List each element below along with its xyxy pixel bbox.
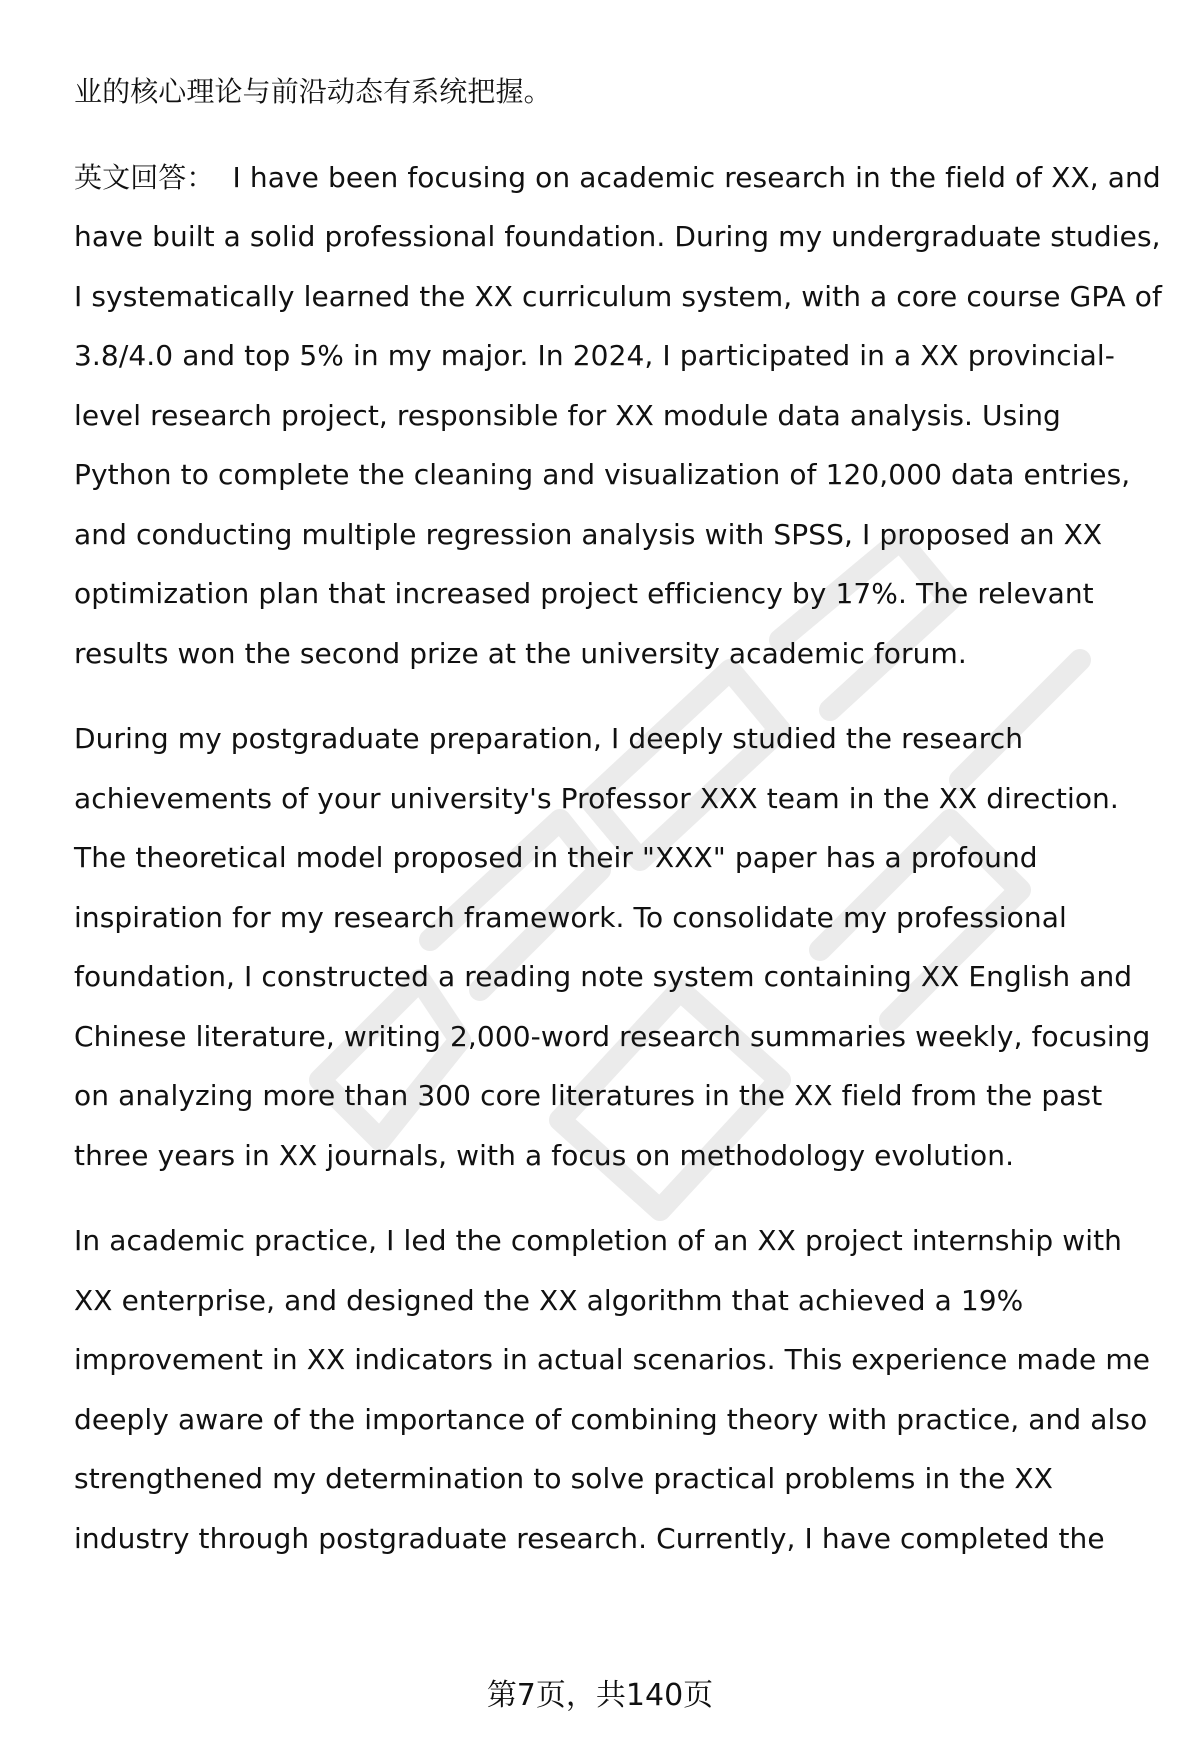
page-footer: 第7页，共140页 <box>486 1678 714 1713</box>
paragraph-1-text: I have been focusing on academic research in the field of XX, and have built a solid professional foundation. During my undergraduate studies, I systematically learned the XX curriculum system, with a core course GPA of 3.8/4.0 and top 5% in my major. In 2024, I participated in a XX provincial-level research project, responsible for XX module data analysis. Using Python to complete the cleaning and visualization of 120,000 data entries, and conducting multiple regression analysis with SPSS, I proposed an XX optimization plan that increased project efficiency by 17%. The relevant results won the second prize at the university academic forum. <box>74 160 1162 670</box>
answer-paragraph-2: During my postgraduate preparation, I deeply studied the research achievements of your university's Professor XXX team in the XX direction. The theoretical model proposed in their "XXX" paper has a profound inspiration for my research framework. To consolidate my professional foundation, I constructed a reading note system containing XX English and Chinese literature, writing 2,000-word research summaries weekly, focusing on analyzing more than 300 core literatures in the XX field from the past three years in XX journals, with a focus on methodology evolution. <box>74 722 1151 1172</box>
answer-label: 英文回答： <box>74 160 215 194</box>
document-page <box>74 62 1164 1594</box>
intro-line: 业的核心理论与前沿动态有系统把握。 <box>74 75 552 108</box>
answer-paragraph-1 <box>74 148 1164 684</box>
answer-paragraph-3: In academic practice, I led the completion of an XX project internship with XX enterprise, and designed the XX algorithm that achieved a 19% improvement in XX indicators in actual scenarios. This experience made me deeply aware of the importance of combining theory with practice, and also strengthened my determination to solve practical problems in the XX industry through postgraduate research. Currently, I have completed the <box>74 1224 1151 1555</box>
